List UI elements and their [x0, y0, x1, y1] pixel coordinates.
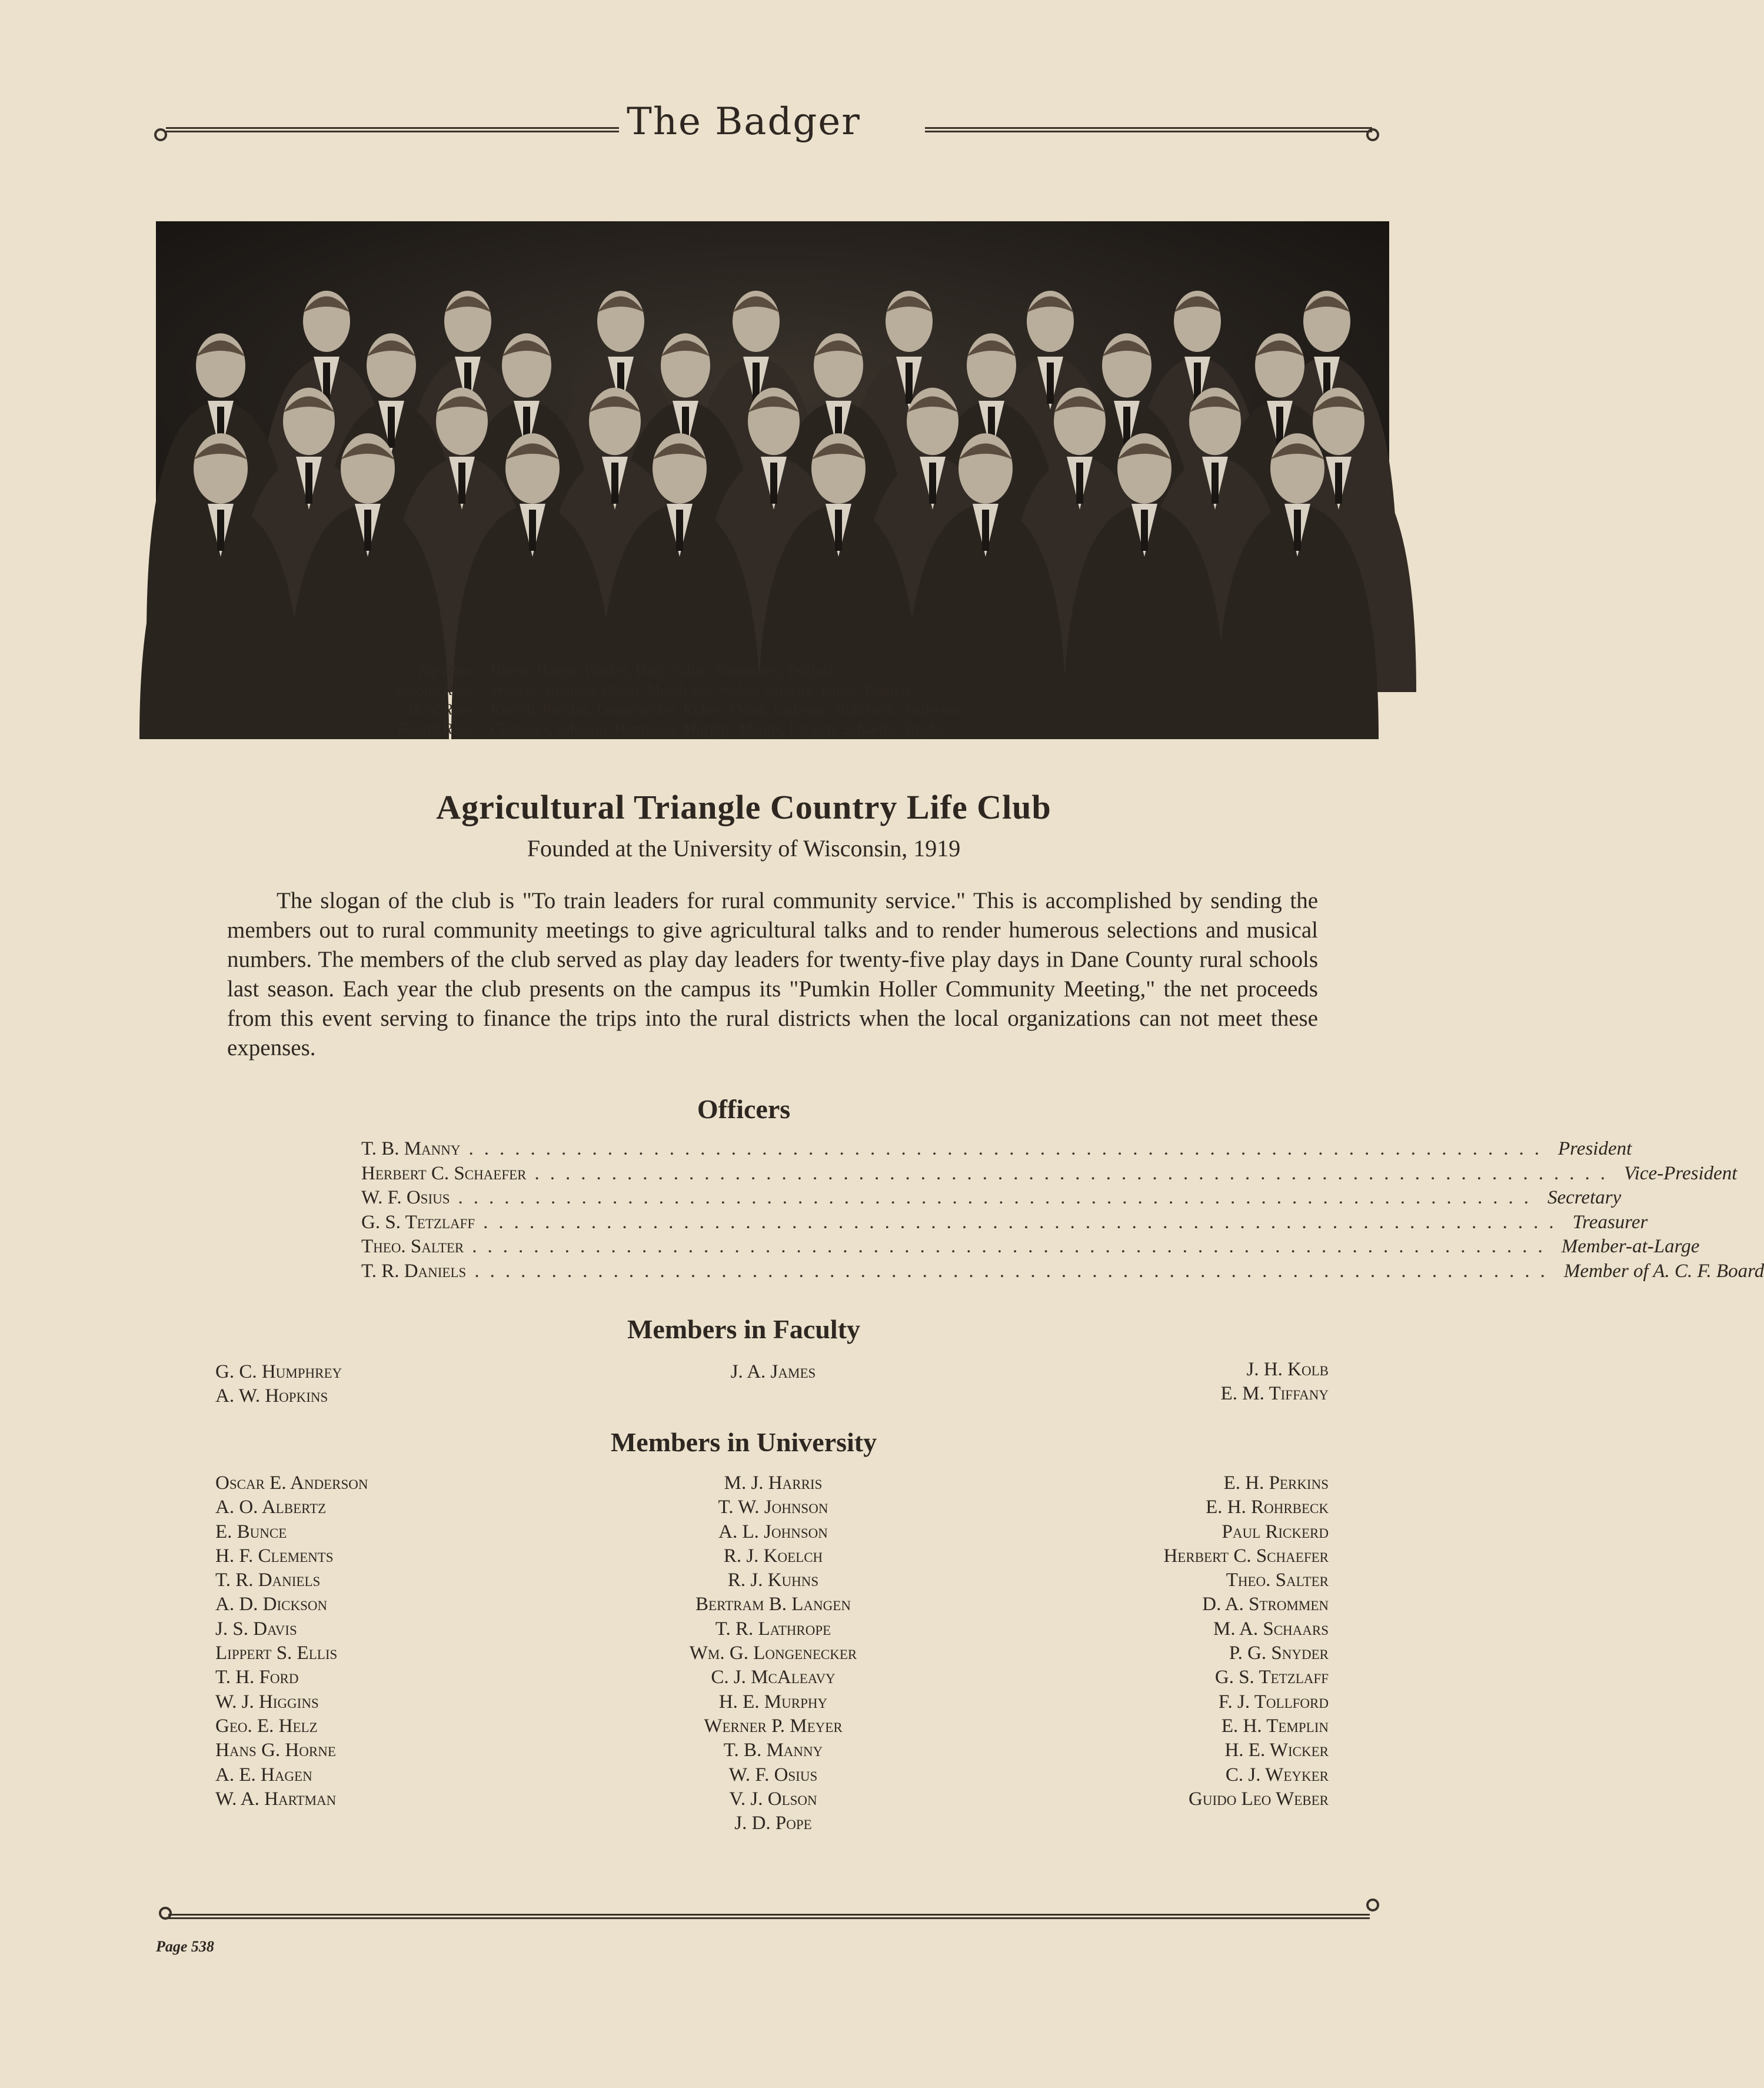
member-name: M. A. Schaars — [1213, 1618, 1329, 1640]
page-number: Page 538 — [156, 1938, 214, 1955]
officer-row — [361, 1137, 1632, 1162]
officer-role: Member of A. C. F. Board — [1563, 1260, 1764, 1282]
officer-row — [361, 1162, 1738, 1186]
header-scroll-ornament-right — [1366, 128, 1379, 141]
officers-list — [361, 1137, 1764, 1284]
officer-role: Vice-President — [1624, 1162, 1738, 1184]
leader-dots: ...................................................................... — [474, 1260, 1556, 1282]
member-name: H. E. Murphy — [718, 1691, 828, 1713]
caption-row-label: Third Row: — [405, 701, 475, 718]
member-name: H. E. Wicker — [1224, 1740, 1329, 1761]
member-name: G. C. Humphrey — [215, 1361, 342, 1382]
member-name: D. A. Strommen — [1202, 1594, 1329, 1615]
club-title: Agricultural Triangle Country Life Club — [436, 788, 1051, 826]
member-name: J. H. Kolb — [1246, 1359, 1329, 1380]
member-name: T. R. Lathrope — [715, 1618, 831, 1640]
caption-row-names: Weyker, Johnson, Olson, McAleavy, Weber, Schaars, James, Daniels — [491, 681, 912, 699]
faculty-column-left — [215, 1360, 342, 1409]
member-name: T. B. Manny — [723, 1740, 823, 1761]
caption-row-names: Horne, Hagen, Wicker, Helz, Salter, Strommen, Tetzlaff — [491, 662, 833, 679]
member-name: E. M. Tiffany — [1220, 1383, 1329, 1405]
caption-row-top — [0, 661, 1487, 680]
university-column-left — [215, 1471, 368, 1811]
faculty-column-middle — [626, 1360, 920, 1384]
leader-dots: ...................................................................... — [483, 1211, 1565, 1233]
member-name: V. J. Olson — [729, 1788, 817, 1810]
university-heading: Members in University — [610, 1427, 877, 1457]
member-name: C. J. Weyker — [1225, 1764, 1329, 1786]
officer-name: G. S. Tetzlaff — [361, 1211, 475, 1233]
officer-row — [361, 1235, 1700, 1259]
officer-name: T. R. Daniels — [361, 1260, 467, 1282]
officer-name: Theo. Salter — [361, 1236, 464, 1257]
member-name: A. W. Hopkins — [215, 1385, 328, 1407]
caption-row-names: Clements, Johnson, Hartmann, Murphy, Manny, Langen, Schaefer, Snyder — [491, 720, 946, 737]
caption-row-second — [0, 680, 1487, 700]
footer-scroll-ornament-right — [1366, 1899, 1379, 1911]
member-name: T. W. Johnson — [718, 1497, 828, 1518]
leader-dots: ...................................................................... — [534, 1162, 1616, 1184]
page-header-title: The Badger — [627, 100, 861, 144]
leader-dots: ...................................................................... — [468, 1138, 1550, 1159]
caption-row-third — [0, 700, 1487, 719]
caption-row-label: Second Row: — [395, 681, 475, 699]
member-name: Herbert C. Schaefer — [1163, 1545, 1329, 1567]
member-name: W. F. Osius — [728, 1764, 818, 1786]
member-name: Paul Rickerd — [1222, 1521, 1329, 1542]
officer-name: T. B. Manny — [361, 1138, 461, 1159]
officer-role: Treasurer — [1572, 1211, 1648, 1233]
member-name: A. D. Dickson — [215, 1594, 328, 1615]
member-name: E. Bunce — [215, 1521, 287, 1542]
member-name: E. H. Rohrbeck — [1206, 1497, 1329, 1518]
university-column-right — [1163, 1471, 1329, 1811]
caption-row-label: Top Row: — [417, 662, 475, 679]
caption-row-label: Fourth Row: — [397, 720, 475, 737]
member-name: R. J. Koelch — [723, 1545, 823, 1567]
photo-caption — [0, 661, 1487, 739]
member-name: J. D. Pope — [734, 1813, 812, 1834]
faculty-heading: Members in Faculty — [627, 1314, 861, 1344]
member-name: Werner P. Meyer — [704, 1715, 843, 1737]
footer-rule — [168, 1914, 1370, 1919]
member-name: G. S. Tetzlaff — [1214, 1667, 1329, 1688]
member-name: A. O. Albertz — [215, 1497, 327, 1518]
member-name: Bertram B. Langen — [695, 1594, 851, 1615]
member-name: J. A. James — [730, 1361, 816, 1382]
member-name: Hans G. Horne — [215, 1740, 336, 1761]
member-name: W. A. Hartman — [215, 1788, 337, 1810]
member-name: R. J. Kuhns — [727, 1570, 819, 1591]
officer-row — [361, 1211, 1648, 1235]
member-name: C. J. McAleavy — [711, 1667, 836, 1688]
member-name: T. H. Ford — [215, 1667, 299, 1688]
member-name: Geo. E. Helz — [215, 1715, 318, 1737]
member-name: Wm. G. Longenecker — [689, 1643, 857, 1664]
officer-role: Member-at-Large — [1561, 1236, 1700, 1257]
member-name: P. G. Snyder — [1229, 1643, 1329, 1664]
officers-heading: Officers — [697, 1094, 791, 1124]
member-name: A. E. Hagen — [215, 1764, 312, 1786]
header-rule-right — [925, 127, 1372, 132]
member-name: H. F. Clements — [215, 1545, 334, 1567]
member-name: A. L. Johnson — [718, 1521, 828, 1542]
member-name: E. H. Perkins — [1223, 1472, 1329, 1494]
member-name: T. R. Daniels — [215, 1570, 321, 1591]
university-column-middle — [626, 1471, 920, 1836]
caption-row-fourth — [0, 719, 1487, 739]
leader-dots: ...................................................................... — [472, 1236, 1553, 1257]
group-photograph — [156, 221, 1389, 637]
officer-role: President — [1558, 1138, 1632, 1159]
caption-row-names: Koelch, Perkins, Longenecker, Kuhns, Osius, Lathrope, Rohrbeck, Anderson — [491, 701, 962, 718]
member-name: F. J. Tollford — [1218, 1691, 1329, 1713]
leader-dots: ...................................................................... — [458, 1187, 1540, 1208]
group-photo-illustration — [156, 221, 1389, 637]
officer-name: Herbert C. Schaefer — [361, 1162, 527, 1184]
member-name: J. S. Davis — [215, 1618, 297, 1640]
club-founding-subtitle: Founded at the University of Wisconsin, 1919 — [527, 835, 961, 862]
officer-name: W. F. Osius — [361, 1187, 450, 1208]
member-name: Theo. Salter — [1226, 1570, 1329, 1591]
member-name: Lippert S. Ellis — [215, 1643, 338, 1664]
officer-row — [361, 1186, 1622, 1211]
member-name: M. J. Harris — [724, 1472, 823, 1494]
faculty-column-right — [1221, 1358, 1329, 1407]
officer-role: Secretary — [1547, 1187, 1622, 1208]
member-name: W. J. Higgins — [215, 1691, 319, 1713]
officer-row — [361, 1259, 1764, 1284]
member-name: E. H. Templin — [1221, 1715, 1329, 1737]
club-description-paragraph: The slogan of the club is "To train leaders for rural community service." This is accomplished by sending the members out to rural community meetings to give agricultural talks and to render humerous selections and musical numbers. The members of the club served as play day leaders for twenty-five play days in Dane County rural schools last season. Each year the club presents on the campus its "Pumkin Holler Community Meeting," the net proceeds from this event serving to finance the trips into the rural districts when the local organizations can not meet these expenses. — [227, 888, 1318, 1060]
member-name: Guido Leo Weber — [1189, 1788, 1329, 1810]
member-name: Oscar E. Anderson — [215, 1472, 368, 1494]
